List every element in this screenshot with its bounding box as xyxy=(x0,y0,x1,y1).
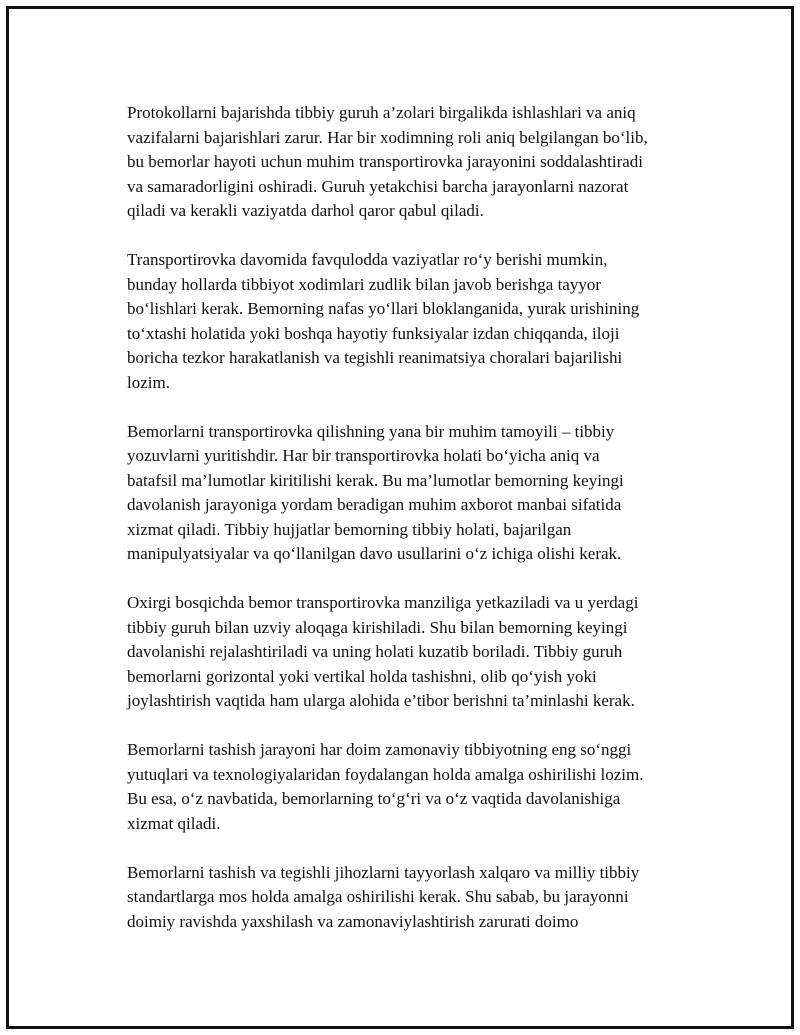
text-line: lozim. xyxy=(127,372,170,392)
text-line: yutuqlari va texnologiyalaridan foydalangan holda amalga oshirilishi lozim. xyxy=(127,764,644,784)
text-line: Bu esa, o‘z navbatida, bemorlarning to‘g‘ri va o‘z vaqtida davolanishiga xyxy=(127,789,621,808)
paragraph-3 xyxy=(127,420,712,567)
paragraph-5 xyxy=(127,738,712,836)
paragraph-1 xyxy=(127,101,712,224)
text-line: manipulyatsiyalar va qo‘llanilgan davo usullarini o‘z ichiga olishi kerak. xyxy=(127,544,622,563)
text-line: batafsil ma’lumotlar kiritilishi kerak. Bu ma’lumotlar bemorning keyingi xyxy=(127,470,624,490)
text-line: bo‘lishlari kerak. Bemorning nafas yo‘llari bloklanganida, yurak urishining xyxy=(127,299,640,318)
text-line: Oxirgi bosqichda bemor transportirovka manziliga yetkaziladi va u yerdagi xyxy=(127,593,639,612)
text-line: bunday hollarda tibbiyot xodimlari zudlik bilan javob berishga tayyor xyxy=(127,274,602,294)
paragraph-4 xyxy=(127,591,712,714)
text-line: bemorlarni gorizontal yoki vertikal holda tashishni, olib qo‘yish yoki xyxy=(127,666,597,686)
page-border xyxy=(6,6,794,1029)
text-line: Bemorlarni tashish va tegishli jihozlarni tayyorlash xalqaro va milliy tibbiy xyxy=(127,862,640,882)
text-line: xizmat qiladi. xyxy=(127,813,221,833)
document-body xyxy=(127,101,712,959)
text-line: Protokollarni bajarishda tibbiy guruh a’zolari birgalikda ishlashlari va aniq xyxy=(127,103,636,122)
text-line: boricha tezkor harakatlanish va tegishli reanimatsiya choralari bajarilishi xyxy=(127,348,623,367)
text-line: yozuvlarni yuritishdir. Har bir transportirovka holati bo‘yicha aniq va xyxy=(127,446,600,465)
paragraph-2 xyxy=(127,248,712,395)
text-line: xizmat qiladi. Tibbiy hujjatlar bemorning tibbiy holati, bajarilgan xyxy=(127,519,572,539)
text-line: Bemorlarni tashish jarayoni har doim zamonaviy tibbiyotning eng so‘nggi xyxy=(127,740,632,759)
text-line: va samaradorligini oshiradi. Guruh yetakchisi barcha jarayonlarni nazorat xyxy=(127,176,629,196)
text-line: bu bemorlar hayoti uchun muhim transportirovka jarayonini soddalashtiradi xyxy=(127,152,644,171)
text-line: davolanishi rejalashtiriladi va uning holati kuzatib boriladi. Tibbiy guruh xyxy=(127,642,623,661)
text-line: Transportirovka davomida favqulodda vaziyatlar ro‘y berishi mumkin, xyxy=(127,250,608,269)
paragraph-6 xyxy=(127,861,712,935)
text-line: doimiy ravishda yaxshilash va zamonaviylashtirish zarurati doimo xyxy=(127,911,579,931)
text-line: to‘xtashi holatida yoki boshqa hayotiy funksiyalar izdan chiqqanda, iloji xyxy=(127,323,620,343)
text-line: davolanish jarayoniga yordam beradigan muhim axborot manbai sifatida xyxy=(127,495,622,514)
text-line: standartlarga mos holda amalga oshirilishi kerak. Shu sabab, bu jarayonni xyxy=(127,887,629,906)
text-line: tibbiy guruh bilan uzviy aloqaga kirishiladi. Shu bilan bemorning keyingi xyxy=(127,617,628,637)
text-line: vazifalarni bajarishlari zarur. Har bir xodimning roli aniq belgilangan bo‘lib, xyxy=(127,127,648,147)
text-line: Bemorlarni transportirovka qilishning yana bir muhim tamoyili – tibbiy xyxy=(127,421,615,441)
text-line: qiladi va kerakli vaziyatda darhol qaror qabul qiladi. xyxy=(127,201,484,220)
text-line: joylashtirish vaqtida ham ularga alohida e’tibor berishni ta’minlashi kerak. xyxy=(127,691,635,710)
